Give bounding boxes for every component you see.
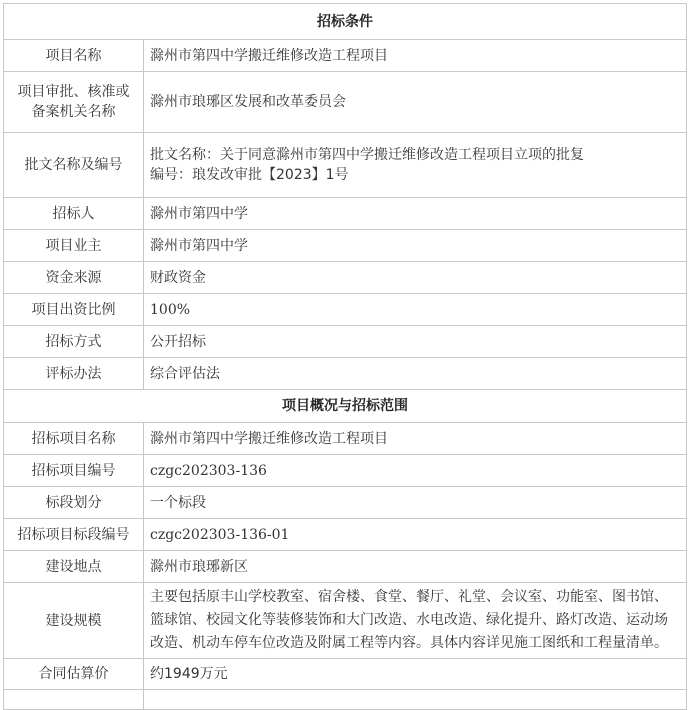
section-header-row bbox=[4, 4, 687, 40]
approval-doc-name: 批文名称：关于同意滁州市第四中学搬迁维修改造工程项目立项的批复 bbox=[150, 147, 584, 163]
table-row bbox=[4, 40, 687, 72]
table-row bbox=[4, 133, 687, 198]
row-value-tenderer: 滁州市第四中学 bbox=[144, 198, 687, 230]
section-title-conditions: 招标条件 bbox=[4, 4, 687, 40]
table-row bbox=[4, 358, 687, 390]
row-label-scale: 建设规模 bbox=[4, 583, 144, 659]
row-label-tender-project-name: 招标项目名称 bbox=[4, 423, 144, 455]
row-value-owner: 滁州市第四中学 bbox=[144, 230, 687, 262]
table-row bbox=[4, 659, 687, 690]
table-row bbox=[4, 198, 687, 230]
approval-doc-number: 编号：琅发改审批【2023】1号 bbox=[150, 167, 349, 183]
row-value-contract-estimate: 约1949万元 bbox=[144, 659, 687, 690]
label-line: 项目审批、核准或 bbox=[17, 84, 130, 100]
table-row bbox=[4, 583, 687, 659]
section-header-row bbox=[4, 390, 687, 423]
table-row bbox=[4, 294, 687, 326]
row-label-location: 建设地点 bbox=[4, 551, 144, 583]
row-value-evaluation-method: 综合评估法 bbox=[144, 358, 687, 390]
row-value-investment-ratio: 100% bbox=[144, 294, 687, 326]
table-row bbox=[4, 551, 687, 583]
table-row bbox=[4, 487, 687, 519]
row-value-lot-no: czgc202303-136-01 bbox=[144, 519, 687, 551]
row-label-tender-project-no: 招标项目编号 bbox=[4, 455, 144, 487]
row-value-empty bbox=[144, 690, 687, 710]
row-label-empty bbox=[4, 690, 144, 710]
row-value-tender-project-name: 滁州市第四中学搬迁维修改造工程项目 bbox=[144, 423, 687, 455]
row-value-tender-project-no: czgc202303-136 bbox=[144, 455, 687, 487]
row-value-approval-org: 滁州市琅琊区发展和改革委员会 bbox=[144, 72, 687, 133]
row-value-tender-method: 公开招标 bbox=[144, 326, 687, 358]
row-value-location: 滁州市琅琊新区 bbox=[144, 551, 687, 583]
row-value-approval-doc bbox=[144, 133, 687, 198]
table-row bbox=[4, 690, 687, 710]
table-row bbox=[4, 455, 687, 487]
row-label-project-name: 项目名称 bbox=[4, 40, 144, 72]
section-title-overview: 项目概况与招标范围 bbox=[4, 390, 687, 423]
row-value-scale: 主要包括原丰山学校教室、宿舍楼、食堂、餐厅、礼堂、会议室、功能室、图书馆、篮球馆、校园文化等装修装饰和大门改造、水电改造、绿化提升、路灯改造、运动场改造、机动车停车位改造及附属工程等内容。具体内容详见施工图纸和工程量清单。 bbox=[144, 583, 687, 659]
table-row bbox=[4, 519, 687, 551]
row-label-tenderer: 招标人 bbox=[4, 198, 144, 230]
row-label-lot-no: 招标项目标段编号 bbox=[4, 519, 144, 551]
row-label-investment-ratio: 项目出资比例 bbox=[4, 294, 144, 326]
row-label-contract-estimate: 合同估算价 bbox=[4, 659, 144, 690]
row-value-fund-source: 财政资金 bbox=[144, 262, 687, 294]
table-row bbox=[4, 326, 687, 358]
table-row bbox=[4, 262, 687, 294]
tender-announcement-table bbox=[3, 3, 687, 710]
row-label-owner: 项目业主 bbox=[4, 230, 144, 262]
table-row bbox=[4, 72, 687, 133]
row-label-approval-org bbox=[4, 72, 144, 133]
row-value-lot-division: 一个标段 bbox=[144, 487, 687, 519]
row-label-tender-method: 招标方式 bbox=[4, 326, 144, 358]
row-label-fund-source: 资金来源 bbox=[4, 262, 144, 294]
row-label-evaluation-method: 评标办法 bbox=[4, 358, 144, 390]
table-row bbox=[4, 423, 687, 455]
row-value-project-name: 滁州市第四中学搬迁维修改造工程项目 bbox=[144, 40, 687, 72]
row-label-lot-division: 标段划分 bbox=[4, 487, 144, 519]
row-label-approval-doc: 批文名称及编号 bbox=[4, 133, 144, 198]
label-line: 备案机关名称 bbox=[31, 104, 116, 120]
table-row bbox=[4, 230, 687, 262]
